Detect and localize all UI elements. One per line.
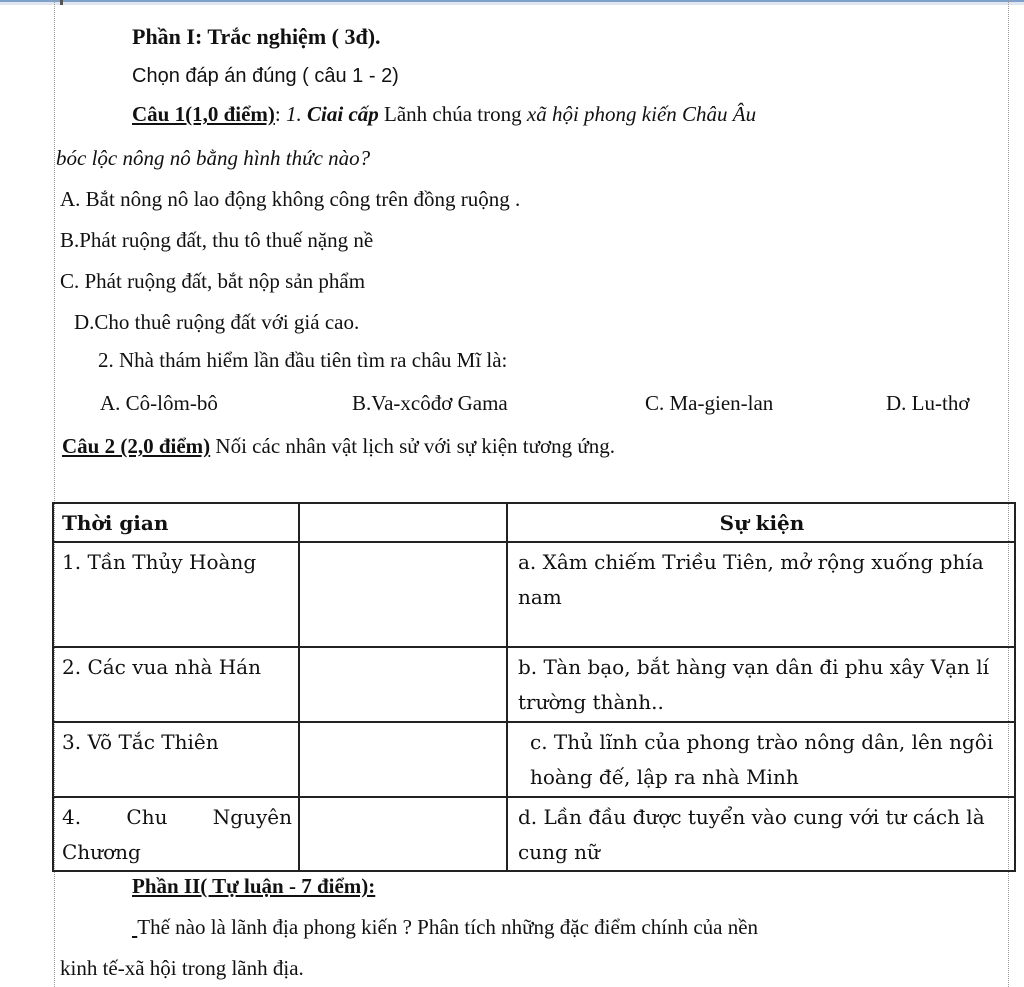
q2-option-b: B.Va-xcôđơ Gama: [352, 391, 508, 415]
person-cell: [53, 797, 299, 871]
event-cell: d. Lần đầu được tuyển vào cung với tư cách là cung nữ: [507, 797, 1015, 871]
question1-label: Câu 1(1,0 điểm): [132, 102, 275, 126]
q2-option-d: D. Lu-thơ: [886, 391, 970, 415]
question1-colon: :: [274, 102, 287, 126]
table-row: [53, 797, 1015, 871]
person-cell: 2. Các vua nhà Hán: [53, 647, 299, 722]
ruler-strip: [0, 0, 1024, 2]
person-cell: 3. Võ Tắc Thiên: [53, 722, 299, 797]
person-cell: 1. Tần Thủy Hoàng: [53, 542, 299, 647]
event-cell: b. Tàn bạo, bắt hàng vạn dân đi phu xây Vạn lí trường thành..: [507, 647, 1015, 722]
answer-cell: [299, 542, 507, 647]
q1-option-a: A. Bắt nông nô lao động không công trên đồng ruộng .: [60, 187, 521, 211]
question2-text: 2. Nhà thám hiểm lần đầu tiên tìm ra châu Mĩ là:: [98, 348, 508, 372]
question1-italic: xã hội phong kiến Châu Âu: [526, 102, 757, 126]
cau2-label: Câu 2 (2,0 điểm): [62, 434, 211, 458]
q1-option-d: D.Cho thuê ruộng đất với giá cao.: [74, 310, 360, 334]
person-part: Chu: [126, 805, 168, 829]
table-header-row: [53, 503, 1015, 542]
part1-title: Phần I: Trắc nghiệm ( 3đ).: [132, 24, 381, 49]
question1-number: 1.: [286, 102, 308, 126]
q1-option-b: B.Phát ruộng đất, thu tô thuế nặng nề: [60, 228, 374, 252]
part2-question-text: Thế nào là lãnh địa phong kiến ? Phân tích những đặc điểm chính của nền: [137, 915, 759, 939]
part2-question-line2: kinh tế-xã hội trong lãnh địa.: [60, 956, 304, 980]
event-cell: a. Xâm chiếm Triều Tiên, mở rộng xuống phía nam: [507, 542, 1015, 647]
part2-title: Phần II( Tự luận - 7 điểm):: [132, 874, 376, 898]
question1-line2: bóc lộc nông nô bằng hình thức nào?: [56, 146, 371, 170]
ruler-marker: [60, 0, 63, 5]
person-part: 4.: [62, 805, 82, 829]
header-empty: [299, 503, 507, 542]
cau2-text: Nối các nhân vật lịch sử với sự kiện tương ứng.: [210, 434, 616, 458]
answer-cell: [299, 722, 507, 797]
person-part: Chương: [62, 840, 141, 864]
person-justified: [62, 800, 292, 835]
event-cell: c. Thủ lĩnh của phong trào nông dân, lên ngôi hoàng đế, lập ra nhà Minh: [507, 722, 1015, 797]
cau2-line: [62, 434, 615, 458]
question1-text: Lãnh chúa trong: [378, 102, 527, 126]
question1-line1: [132, 102, 756, 126]
header-time: Thời gian: [53, 503, 299, 542]
person-part: Nguyên: [212, 805, 292, 829]
part2-question-line1: [132, 915, 758, 939]
q2-option-a: A. Cô-lôm-bô: [100, 391, 218, 415]
question1-emphasis: Ciai cấp: [307, 102, 379, 126]
part1-instruction: Chọn đáp án đúng ( câu 1 - 2): [132, 65, 399, 87]
matching-table: [52, 502, 1016, 872]
answer-cell: [299, 797, 507, 871]
table-row: [53, 542, 1015, 647]
answer-cell: [299, 647, 507, 722]
table-row: [53, 722, 1015, 797]
table-row: [53, 647, 1015, 722]
q1-option-c: C. Phát ruộng đất, bắt nộp sản phẩm: [60, 269, 366, 293]
q2-option-c: C. Ma-gien-lan: [645, 391, 774, 415]
header-event: Sự kiện: [507, 503, 1015, 542]
